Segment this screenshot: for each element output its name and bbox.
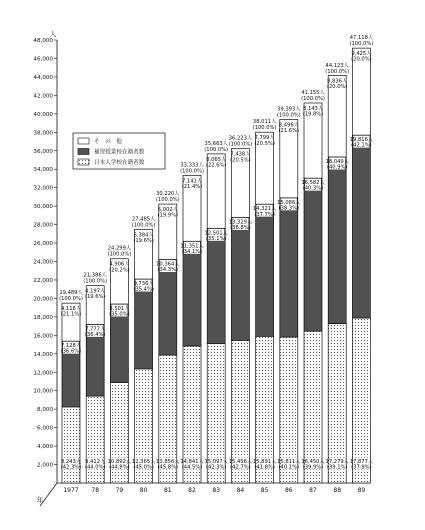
data-label-value: 13,329人 [228,219,253,226]
data-label-percent: (21.1%) [60,311,82,318]
data-label-value: 4,197人 [85,288,106,295]
data-label-percent: (19.6%) [133,237,154,244]
data-label-percent: (20.2%) [109,267,130,274]
data-label-value: 15,086人 [277,199,301,206]
y-tick-label: 2,000 [36,462,53,469]
data-label-percent: (42.3%) [205,464,227,471]
data-label-value: 5,384人 [133,232,154,239]
y-tick-label: 40,000 [33,111,53,118]
data-label-percent: (21.6%) [278,128,300,135]
legend-swatch [78,159,89,165]
y-tick-label: 22,000 [33,277,53,284]
x-category-label: 80 [139,487,148,494]
data-label-value: 8,496人 [278,122,299,129]
data-label-value: 11,351人 [180,243,204,250]
data-label-value: 19,816人 [349,137,374,144]
bar-segment [183,241,201,346]
total-label-value: 35,663人 [204,140,228,147]
bar-segment [352,135,370,318]
data-label-percent: (22.6%) [205,162,227,169]
total-label-value: 21,386人 [83,272,107,279]
data-label-percent: (40.1%) [278,464,300,471]
data-label-percent: (37.9%) [351,464,372,471]
data-label-value: 7,777人 [85,326,106,333]
total-label-value: 19,489人 [59,290,83,297]
bar-segment [304,178,322,331]
total-label-value: 36,223人 [228,135,253,142]
bar-segment [62,407,80,483]
total-label-percent: (100.0%) [252,125,277,132]
data-label-value: 14,321人 [252,206,277,213]
data-label-percent: (19.8%) [302,111,324,118]
legend-label: そ の 他 [94,139,122,145]
y-tick-label: 34,000 [33,167,53,174]
total-label-value: 41,155人 [301,90,325,97]
total-label-percent: (100.0%) [155,197,180,204]
data-label-value: 17,877人 [349,459,374,465]
total-label-value: 30,220人 [156,191,180,198]
y-tick-label: 10,000 [33,388,53,395]
y-tick-label: 6,000 [36,425,53,432]
total-label-percent: (100.0%) [349,41,374,48]
total-label-percent: (100.0%) [131,222,156,229]
data-label-percent: (40.3%) [302,185,324,192]
total-label-value: 24,299人 [107,245,132,252]
x-axis-unit: 年 [36,496,44,504]
total-label-percent: (100.0%) [228,141,253,148]
data-label-percent: (40.9%) [326,164,348,171]
x-axis-labels [63,487,365,494]
y-tick-label: 38,000 [33,130,53,137]
data-label-percent: (41.8%) [254,464,275,471]
total-label-value: 44,123人 [325,62,349,69]
y-tick-label: 16,000 [33,333,53,340]
data-label-percent: (35.0%) [109,311,130,318]
y-tick-label: 20,000 [33,296,53,303]
y-tick-label: 28,000 [33,222,53,229]
data-label-percent: (36.8%) [230,224,251,231]
data-label-percent: (20.5%) [254,140,275,147]
x-category-label: 78 [91,487,100,494]
data-label-percent: (44.0%) [84,464,106,471]
data-label-value: 15,891人 [252,459,277,465]
legend-swatch [78,138,89,144]
total-label-value: 38,011人 [252,119,277,126]
x-category-label: 79 [115,487,124,494]
data-label-value: 7,128人 [60,343,82,350]
data-label-value: 9,412人 [85,459,106,465]
data-label-value: 10,364人 [156,261,180,268]
data-label-percent: (20.0%) [351,56,372,63]
data-label-value: 15,811人 [277,459,301,465]
data-label-percent: (34.1%) [181,248,203,255]
data-label-percent: (39.1%) [326,464,348,471]
data-label-value: 8,836人 [327,78,348,85]
total-label-percent: (100.0%) [325,68,350,75]
data-label-percent: (34.3%) [157,267,179,274]
data-label-value: 15,456人 [228,459,253,465]
y-tick-label: 26,000 [33,241,53,248]
data-label-percent: (37.7%) [254,211,275,218]
total-label-percent: (100.0%) [107,251,132,258]
data-label-percent: (42.7%) [230,464,251,471]
data-label-value: 6,002人 [157,207,178,214]
x-category-label: 89 [357,487,366,494]
x-category-label: 85 [260,487,269,494]
data-label-percent: (44.8%) [109,464,130,471]
data-label-value: 16,450人 [301,459,325,465]
y-tick-label: 42,000 [33,93,53,100]
bar-segment [207,228,225,343]
total-label-percent: (100.0%) [301,96,325,103]
data-label-value: 7,141人 [181,178,203,185]
y-tick-label: 8,000 [36,407,53,414]
x-category-label: 82 [188,487,196,494]
legend-swatch [78,149,89,155]
y-tick-label: 30,000 [33,204,53,211]
data-label-percent: (20.5%) [230,157,251,164]
data-label-value: 18,049人 [325,158,349,165]
y-tick-label: 18,000 [33,314,53,321]
data-label-value: 8,065人 [206,156,227,163]
data-label-value: 4,118人 [60,306,82,313]
total-label-percent: (100.0%) [83,278,108,285]
data-label-value: 8,143人 [302,105,324,112]
y-tick-label: 46,000 [33,56,53,63]
data-label-value: 14,841人 [180,459,204,465]
x-category-label: 88 [333,487,342,494]
bar-segment [159,259,177,355]
x-category-label: 81 [163,487,172,494]
y-tick-label: 44,000 [33,74,53,81]
data-label-value: 10,892人 [107,459,132,465]
data-label-value: 8,501人 [109,306,130,313]
legend-label: 補習授業校在籍者数 [94,149,145,156]
data-label-percent: (35.1%) [205,235,227,242]
data-label-value: 15,097人 [204,459,228,465]
legend [73,133,165,169]
data-label-percent: (19.6%) [84,294,106,301]
y-tick-label: 36,000 [33,148,53,155]
bar-segment [328,157,346,324]
data-label-percent: (20.0%) [326,84,348,91]
bars [62,48,370,483]
total-label-percent: (100.0%) [204,146,229,153]
bar-segment [280,198,298,337]
y-tick-label: 32,000 [33,185,53,192]
x-category-label: 87 [309,487,317,494]
total-label-value: 47,118人 [349,35,374,42]
data-label-percent: (36.4%) [84,331,106,338]
y-tick-label: 24,000 [33,259,53,266]
data-label-value: 16,582人 [301,180,325,187]
data-label-value: 7,799人 [254,135,275,142]
data-label-value: 8,243人 [60,459,82,465]
data-label-value: 17,279人 [325,459,349,465]
total-label-percent: (100.0%) [59,296,83,303]
total-label-percent: (100.0%) [180,168,204,175]
data-label-percent: (36.6%) [60,348,82,355]
data-label-value: 12,501人 [204,230,228,237]
bar-segment [256,204,274,336]
y-axis-unit: 人 [49,30,57,38]
x-category-label: 84 [236,487,245,494]
data-label-percent: (45.8%) [157,464,179,471]
total-label-value: 33,333人 [180,162,204,169]
data-label-percent: (44.5%) [181,464,203,471]
x-category-label: 1977 [63,487,79,494]
y-axis-ticks [33,38,57,469]
x-category-label: 86 [284,487,293,494]
data-label-value: 12,365人 [131,459,156,465]
data-label-percent: (19.9%) [157,212,179,219]
legend-label: 日本人学校在籍者数 [94,160,145,166]
y-tick-label: 4,000 [36,444,53,451]
data-label-value: 9,736人 [133,281,154,288]
y-tick-label: 14,000 [33,351,53,358]
data-label-value: 4,906人 [109,261,130,268]
data-label-percent: (45.0%) [133,464,154,471]
data-label-percent: (35.4%) [133,286,154,293]
x-category-label: 83 [212,487,221,494]
data-label-percent: (38.3%) [278,205,300,212]
y-tick-label: 12,000 [33,370,53,377]
total-label-value: 27,485人 [131,216,156,223]
data-label-value: 13,856人 [156,459,180,465]
data-label-percent: (39.9%) [302,464,324,471]
data-label-percent: (42.1%) [351,142,372,149]
y-tick-label: 48,000 [33,38,53,44]
total-label-value: 39,393人 [277,106,301,113]
data-label-value: 9,425人 [351,51,372,58]
data-label-percent: (21.4%) [181,183,203,190]
data-label-percent: (42.3%) [60,464,82,471]
data-label-value: 7,438人 [230,151,251,158]
bar-segment [231,217,249,340]
total-label-percent: (100.0%) [276,112,301,119]
